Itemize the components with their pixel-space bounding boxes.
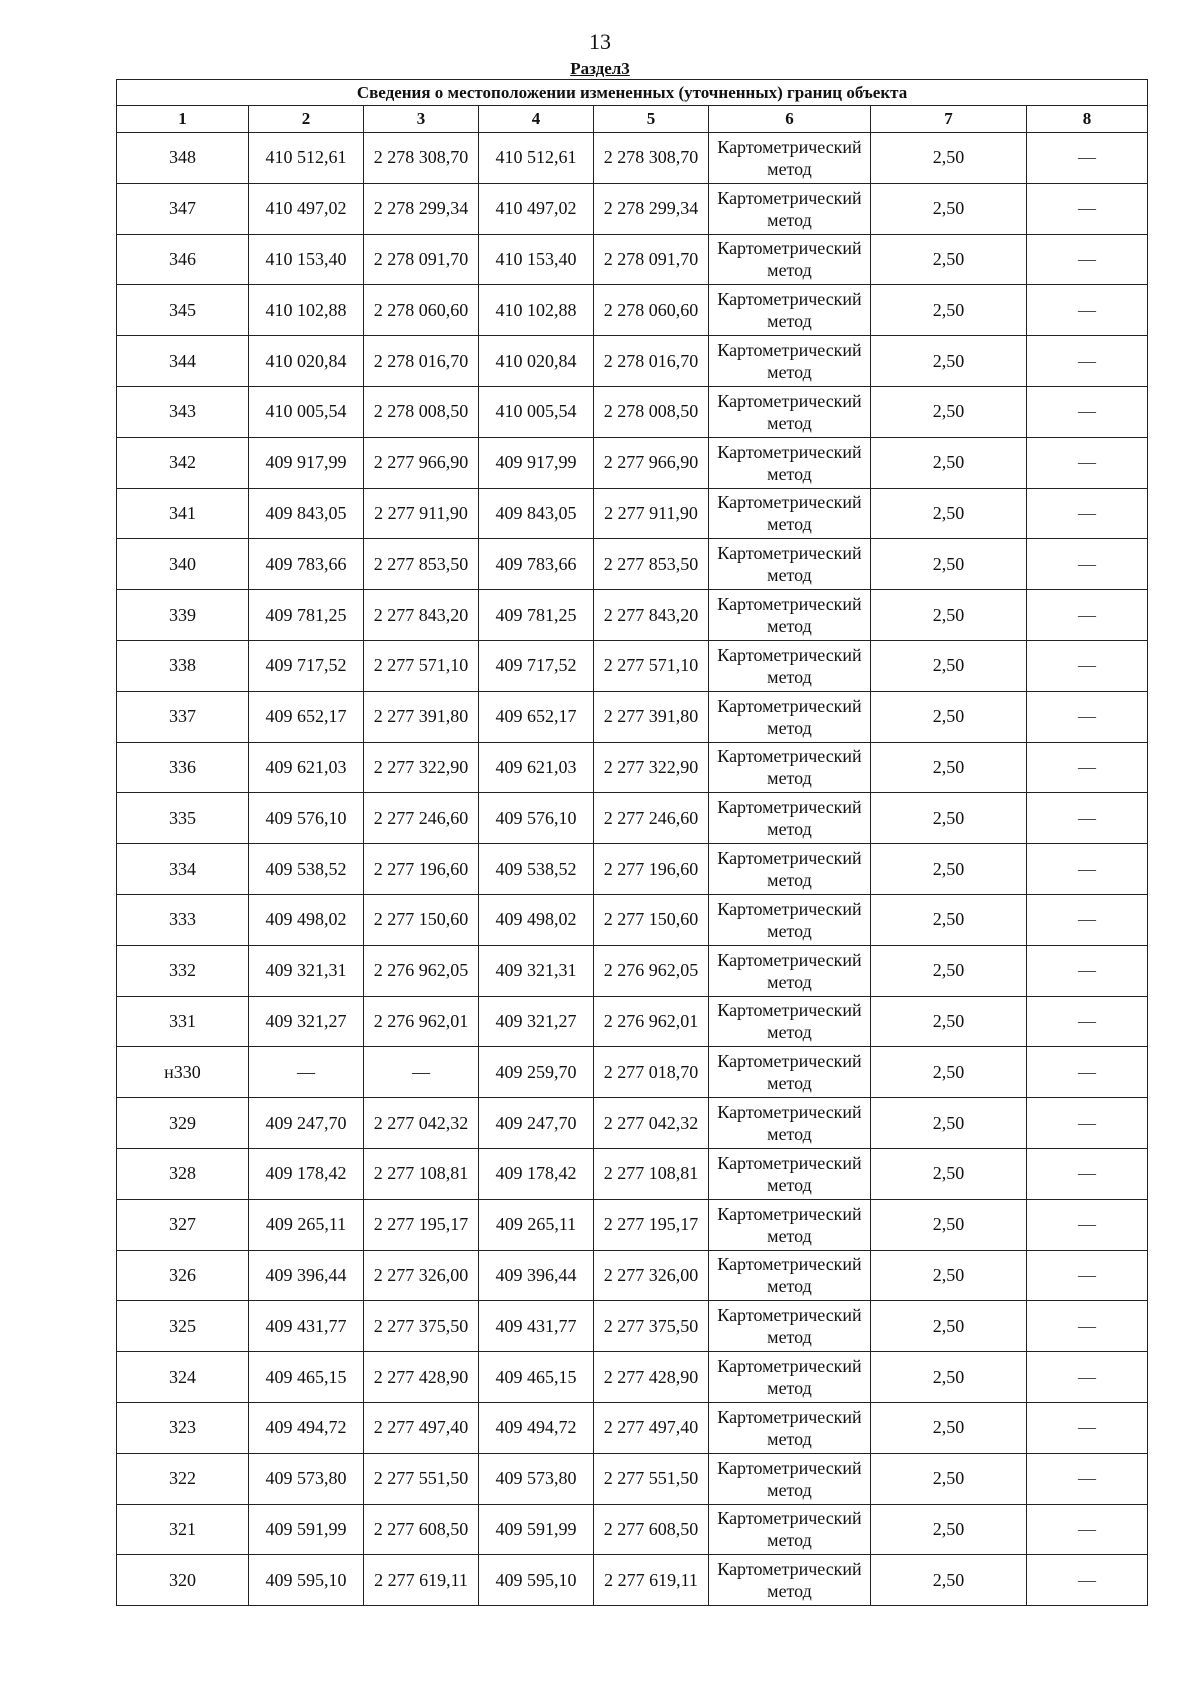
y-old-cell: 2 277 042,32 [364, 1098, 479, 1149]
method-cell: Картометрический метод [709, 1148, 871, 1199]
point-number-cell: 343 [117, 386, 249, 437]
y-old-cell: 2 278 008,50 [364, 386, 479, 437]
y-old-cell: 2 277 326,00 [364, 1250, 479, 1301]
y-old-cell: 2 277 391,80 [364, 691, 479, 742]
x-old-cell: 410 153,40 [249, 234, 364, 285]
x-old-cell: 409 538,52 [249, 844, 364, 895]
x-old-cell: 409 396,44 [249, 1250, 364, 1301]
x-new-cell: 410 102,88 [479, 285, 594, 336]
y-new-cell: 2 277 853,50 [594, 539, 709, 590]
y-old-cell: 2 277 196,60 [364, 844, 479, 895]
table-row [117, 844, 1148, 895]
y-old-cell: 2 277 322,90 [364, 742, 479, 793]
x-old-cell: 410 512,61 [249, 133, 364, 184]
method-cell: Картометрический метод [709, 437, 871, 488]
note-cell: — [1027, 285, 1148, 336]
point-number-cell: 339 [117, 590, 249, 641]
table-row [117, 234, 1148, 285]
point-number-cell: н330 [117, 1047, 249, 1098]
point-number-cell: 325 [117, 1301, 249, 1352]
x-new-cell: 409 465,15 [479, 1352, 594, 1403]
column-number: 8 [1027, 106, 1148, 133]
y-new-cell: 2 278 008,50 [594, 386, 709, 437]
note-cell: — [1027, 488, 1148, 539]
method-cell: Картометрический метод [709, 1301, 871, 1352]
y-old-cell: 2 277 608,50 [364, 1504, 479, 1555]
y-old-cell: 2 278 016,70 [364, 336, 479, 387]
y-new-cell: 2 277 843,20 [594, 590, 709, 641]
x-old-cell: 409 717,52 [249, 640, 364, 691]
accuracy-cell: 2,50 [871, 539, 1027, 590]
table-row [117, 742, 1148, 793]
x-new-cell: 409 717,52 [479, 640, 594, 691]
y-new-cell: 2 278 060,60 [594, 285, 709, 336]
method-cell: Картометрический метод [709, 640, 871, 691]
note-cell: — [1027, 1453, 1148, 1504]
column-number-row [117, 106, 1148, 133]
x-new-cell: 410 020,84 [479, 336, 594, 387]
x-new-cell: 409 321,31 [479, 945, 594, 996]
column-number: 1 [117, 106, 249, 133]
note-cell: — [1027, 1098, 1148, 1149]
point-number-cell: 326 [117, 1250, 249, 1301]
x-new-cell: 409 259,70 [479, 1047, 594, 1098]
x-new-cell: 410 497,02 [479, 183, 594, 234]
x-old-cell: 409 843,05 [249, 488, 364, 539]
method-cell: Картометрический метод [709, 894, 871, 945]
x-old-cell: 409 573,80 [249, 1453, 364, 1504]
y-new-cell: 2 277 911,90 [594, 488, 709, 539]
y-new-cell: 2 278 299,34 [594, 183, 709, 234]
x-new-cell: 410 153,40 [479, 234, 594, 285]
table-row [117, 996, 1148, 1047]
y-new-cell: 2 277 428,90 [594, 1352, 709, 1403]
column-number: 7 [871, 106, 1027, 133]
table-row [117, 488, 1148, 539]
accuracy-cell: 2,50 [871, 133, 1027, 184]
y-old-cell: 2 277 375,50 [364, 1301, 479, 1352]
note-cell: — [1027, 133, 1148, 184]
table-row [117, 133, 1148, 184]
table-row [117, 1555, 1148, 1606]
x-old-cell: 410 497,02 [249, 183, 364, 234]
point-number-cell: 324 [117, 1352, 249, 1403]
note-cell: — [1027, 590, 1148, 641]
x-new-cell: 409 498,02 [479, 894, 594, 945]
point-number-cell: 322 [117, 1453, 249, 1504]
x-new-cell: 409 591,99 [479, 1504, 594, 1555]
x-new-cell: 409 247,70 [479, 1098, 594, 1149]
y-old-cell: 2 278 060,60 [364, 285, 479, 336]
y-old-cell: 2 277 551,50 [364, 1453, 479, 1504]
x-old-cell: 409 498,02 [249, 894, 364, 945]
method-cell: Картометрический метод [709, 945, 871, 996]
point-number-cell: 340 [117, 539, 249, 590]
table-row [117, 539, 1148, 590]
note-cell: — [1027, 945, 1148, 996]
table-row [117, 1199, 1148, 1250]
table-row [117, 640, 1148, 691]
x-old-cell: 409 465,15 [249, 1352, 364, 1403]
y-old-cell: 2 277 428,90 [364, 1352, 479, 1403]
note-cell: — [1027, 183, 1148, 234]
accuracy-cell: 2,50 [871, 234, 1027, 285]
accuracy-cell: 2,50 [871, 336, 1027, 387]
point-number-cell: 338 [117, 640, 249, 691]
accuracy-cell: 2,50 [871, 742, 1027, 793]
accuracy-cell: 2,50 [871, 1047, 1027, 1098]
x-new-cell: 409 576,10 [479, 793, 594, 844]
note-cell: — [1027, 1148, 1148, 1199]
y-old-cell: 2 277 619,11 [364, 1555, 479, 1606]
point-number-cell: 347 [117, 183, 249, 234]
x-new-cell: 409 621,03 [479, 742, 594, 793]
x-new-cell: 409 396,44 [479, 1250, 594, 1301]
x-old-cell: 409 321,31 [249, 945, 364, 996]
method-cell: Картометрический метод [709, 234, 871, 285]
note-cell: — [1027, 1301, 1148, 1352]
note-cell: — [1027, 1504, 1148, 1555]
note-cell: — [1027, 844, 1148, 895]
x-old-cell: — [249, 1047, 364, 1098]
y-old-cell: 2 276 962,01 [364, 996, 479, 1047]
y-old-cell: — [364, 1047, 479, 1098]
x-old-cell: 409 781,25 [249, 590, 364, 641]
x-new-cell: 409 431,77 [479, 1301, 594, 1352]
point-number-cell: 348 [117, 133, 249, 184]
point-number-cell: 328 [117, 1148, 249, 1199]
x-old-cell: 409 494,72 [249, 1402, 364, 1453]
table-row [117, 1047, 1148, 1098]
table-caption-row [117, 80, 1148, 106]
accuracy-cell: 2,50 [871, 691, 1027, 742]
y-new-cell: 2 277 042,32 [594, 1098, 709, 1149]
note-cell: — [1027, 234, 1148, 285]
method-cell: Картометрический метод [709, 996, 871, 1047]
x-new-cell: 409 783,66 [479, 539, 594, 590]
accuracy-cell: 2,50 [871, 1402, 1027, 1453]
x-old-cell: 409 591,99 [249, 1504, 364, 1555]
x-old-cell: 409 576,10 [249, 793, 364, 844]
note-cell: — [1027, 742, 1148, 793]
note-cell: — [1027, 1199, 1148, 1250]
x-new-cell: 409 538,52 [479, 844, 594, 895]
table-caption: Сведения о местоположении измененных (уточненных) границ объекта [117, 80, 1148, 106]
y-new-cell: 2 277 195,17 [594, 1199, 709, 1250]
y-new-cell: 2 277 571,10 [594, 640, 709, 691]
x-old-cell: 409 652,17 [249, 691, 364, 742]
x-new-cell: 410 512,61 [479, 133, 594, 184]
table-row [117, 1504, 1148, 1555]
y-new-cell: 2 277 196,60 [594, 844, 709, 895]
x-old-cell: 409 178,42 [249, 1148, 364, 1199]
note-cell: — [1027, 691, 1148, 742]
method-cell: Картометрический метод [709, 1098, 871, 1149]
y-new-cell: 2 276 962,05 [594, 945, 709, 996]
y-new-cell: 2 277 966,90 [594, 437, 709, 488]
method-cell: Картометрический метод [709, 691, 871, 742]
x-old-cell: 409 783,66 [249, 539, 364, 590]
table-row [117, 183, 1148, 234]
table-row [117, 285, 1148, 336]
table-row [117, 1148, 1148, 1199]
y-new-cell: 2 278 308,70 [594, 133, 709, 184]
accuracy-cell: 2,50 [871, 844, 1027, 895]
x-old-cell: 409 621,03 [249, 742, 364, 793]
accuracy-cell: 2,50 [871, 285, 1027, 336]
point-number-cell: 336 [117, 742, 249, 793]
y-old-cell: 2 278 308,70 [364, 133, 479, 184]
y-new-cell: 2 277 018,70 [594, 1047, 709, 1098]
table-row [117, 945, 1148, 996]
note-cell: — [1027, 539, 1148, 590]
point-number-cell: 323 [117, 1402, 249, 1453]
y-new-cell: 2 277 608,50 [594, 1504, 709, 1555]
x-new-cell: 409 321,27 [479, 996, 594, 1047]
boundary-coordinates-table [116, 79, 1148, 1606]
method-cell: Картометрический метод [709, 793, 871, 844]
note-cell: — [1027, 1555, 1148, 1606]
method-cell: Картометрический метод [709, 488, 871, 539]
y-new-cell: 2 277 150,60 [594, 894, 709, 945]
method-cell: Картометрический метод [709, 285, 871, 336]
x-old-cell: 409 595,10 [249, 1555, 364, 1606]
table-row [117, 894, 1148, 945]
y-old-cell: 2 278 299,34 [364, 183, 479, 234]
method-cell: Картометрический метод [709, 742, 871, 793]
note-cell: — [1027, 1402, 1148, 1453]
method-cell: Картометрический метод [709, 183, 871, 234]
point-number-cell: 344 [117, 336, 249, 387]
accuracy-cell: 2,50 [871, 1504, 1027, 1555]
note-cell: — [1027, 386, 1148, 437]
method-cell: Картометрический метод [709, 133, 871, 184]
accuracy-cell: 2,50 [871, 1555, 1027, 1606]
x-new-cell: 409 178,42 [479, 1148, 594, 1199]
x-old-cell: 410 005,54 [249, 386, 364, 437]
note-cell: — [1027, 996, 1148, 1047]
x-new-cell: 409 652,17 [479, 691, 594, 742]
y-old-cell: 2 278 091,70 [364, 234, 479, 285]
y-new-cell: 2 277 619,11 [594, 1555, 709, 1606]
x-new-cell: 409 573,80 [479, 1453, 594, 1504]
note-cell: — [1027, 437, 1148, 488]
y-new-cell: 2 277 375,50 [594, 1301, 709, 1352]
point-number-cell: 334 [117, 844, 249, 895]
table-row [117, 590, 1148, 641]
point-number-cell: 345 [117, 285, 249, 336]
y-old-cell: 2 277 108,81 [364, 1148, 479, 1199]
accuracy-cell: 2,50 [871, 793, 1027, 844]
y-new-cell: 2 277 108,81 [594, 1148, 709, 1199]
note-cell: — [1027, 1250, 1148, 1301]
point-number-cell: 346 [117, 234, 249, 285]
y-old-cell: 2 277 571,10 [364, 640, 479, 691]
note-cell: — [1027, 793, 1148, 844]
accuracy-cell: 2,50 [871, 996, 1027, 1047]
x-new-cell: 409 843,05 [479, 488, 594, 539]
method-cell: Картометрический метод [709, 1250, 871, 1301]
y-old-cell: 2 276 962,05 [364, 945, 479, 996]
accuracy-cell: 2,50 [871, 1301, 1027, 1352]
x-old-cell: 409 431,77 [249, 1301, 364, 1352]
method-cell: Картометрический метод [709, 539, 871, 590]
table-row [117, 1301, 1148, 1352]
point-number-cell: 342 [117, 437, 249, 488]
method-cell: Картометрический метод [709, 336, 871, 387]
y-old-cell: 2 277 150,60 [364, 894, 479, 945]
x-new-cell: 409 265,11 [479, 1199, 594, 1250]
method-cell: Картометрический метод [709, 1047, 871, 1098]
note-cell: — [1027, 640, 1148, 691]
point-number-cell: 321 [117, 1504, 249, 1555]
column-number: 2 [249, 106, 364, 133]
accuracy-cell: 2,50 [871, 183, 1027, 234]
x-new-cell: 409 494,72 [479, 1402, 594, 1453]
y-new-cell: 2 277 391,80 [594, 691, 709, 742]
x-new-cell: 409 917,99 [479, 437, 594, 488]
y-new-cell: 2 276 962,01 [594, 996, 709, 1047]
method-cell: Картометрический метод [709, 844, 871, 895]
point-number-cell: 332 [117, 945, 249, 996]
y-old-cell: 2 277 497,40 [364, 1402, 479, 1453]
method-cell: Картометрический метод [709, 590, 871, 641]
point-number-cell: 331 [117, 996, 249, 1047]
y-old-cell: 2 277 246,60 [364, 793, 479, 844]
y-new-cell: 2 277 246,60 [594, 793, 709, 844]
x-new-cell: 410 005,54 [479, 386, 594, 437]
accuracy-cell: 2,50 [871, 1250, 1027, 1301]
point-number-cell: 327 [117, 1199, 249, 1250]
note-cell: — [1027, 1352, 1148, 1403]
accuracy-cell: 2,50 [871, 1453, 1027, 1504]
column-number: 3 [364, 106, 479, 133]
accuracy-cell: 2,50 [871, 640, 1027, 691]
y-old-cell: 2 277 195,17 [364, 1199, 479, 1250]
method-cell: Картометрический метод [709, 1402, 871, 1453]
accuracy-cell: 2,50 [871, 590, 1027, 641]
point-number-cell: 341 [117, 488, 249, 539]
x-old-cell: 410 020,84 [249, 336, 364, 387]
table-row [117, 386, 1148, 437]
method-cell: Картометрический метод [709, 1555, 871, 1606]
y-old-cell: 2 277 911,90 [364, 488, 479, 539]
note-cell: — [1027, 894, 1148, 945]
method-cell: Картометрический метод [709, 1504, 871, 1555]
y-new-cell: 2 277 497,40 [594, 1402, 709, 1453]
x-old-cell: 409 917,99 [249, 437, 364, 488]
y-new-cell: 2 277 551,50 [594, 1453, 709, 1504]
note-cell: — [1027, 336, 1148, 387]
x-old-cell: 409 321,27 [249, 996, 364, 1047]
table-row [117, 1453, 1148, 1504]
point-number-cell: 337 [117, 691, 249, 742]
x-old-cell: 409 247,70 [249, 1098, 364, 1149]
x-old-cell: 409 265,11 [249, 1199, 364, 1250]
method-cell: Картометрический метод [709, 386, 871, 437]
table-row [117, 1250, 1148, 1301]
method-cell: Картометрический метод [709, 1453, 871, 1504]
accuracy-cell: 2,50 [871, 1098, 1027, 1149]
y-new-cell: 2 277 322,90 [594, 742, 709, 793]
accuracy-cell: 2,50 [871, 894, 1027, 945]
table-row [117, 691, 1148, 742]
point-number-cell: 320 [117, 1555, 249, 1606]
y-old-cell: 2 277 966,90 [364, 437, 479, 488]
x-new-cell: 409 781,25 [479, 590, 594, 641]
page-number: 13 [589, 29, 611, 54]
accuracy-cell: 2,50 [871, 1199, 1027, 1250]
method-cell: Картометрический метод [709, 1352, 871, 1403]
column-number: 4 [479, 106, 594, 133]
column-number: 5 [594, 106, 709, 133]
accuracy-cell: 2,50 [871, 386, 1027, 437]
point-number-cell: 329 [117, 1098, 249, 1149]
point-number-cell: 333 [117, 894, 249, 945]
table-row [117, 793, 1148, 844]
column-number: 6 [709, 106, 871, 133]
note-cell: — [1027, 1047, 1148, 1098]
y-new-cell: 2 277 326,00 [594, 1250, 709, 1301]
y-old-cell: 2 277 843,20 [364, 590, 479, 641]
table-row [117, 1352, 1148, 1403]
table-row [117, 1402, 1148, 1453]
y-new-cell: 2 278 091,70 [594, 234, 709, 285]
y-old-cell: 2 277 853,50 [364, 539, 479, 590]
accuracy-cell: 2,50 [871, 437, 1027, 488]
accuracy-cell: 2,50 [871, 488, 1027, 539]
x-old-cell: 410 102,88 [249, 285, 364, 336]
accuracy-cell: 2,50 [871, 945, 1027, 996]
point-number-cell: 335 [117, 793, 249, 844]
accuracy-cell: 2,50 [871, 1148, 1027, 1199]
section-title: Раздел3 [570, 59, 630, 78]
table-row [117, 437, 1148, 488]
y-new-cell: 2 278 016,70 [594, 336, 709, 387]
method-cell: Картометрический метод [709, 1199, 871, 1250]
table-row [117, 336, 1148, 387]
x-new-cell: 409 595,10 [479, 1555, 594, 1606]
table-row [117, 1098, 1148, 1149]
accuracy-cell: 2,50 [871, 1352, 1027, 1403]
